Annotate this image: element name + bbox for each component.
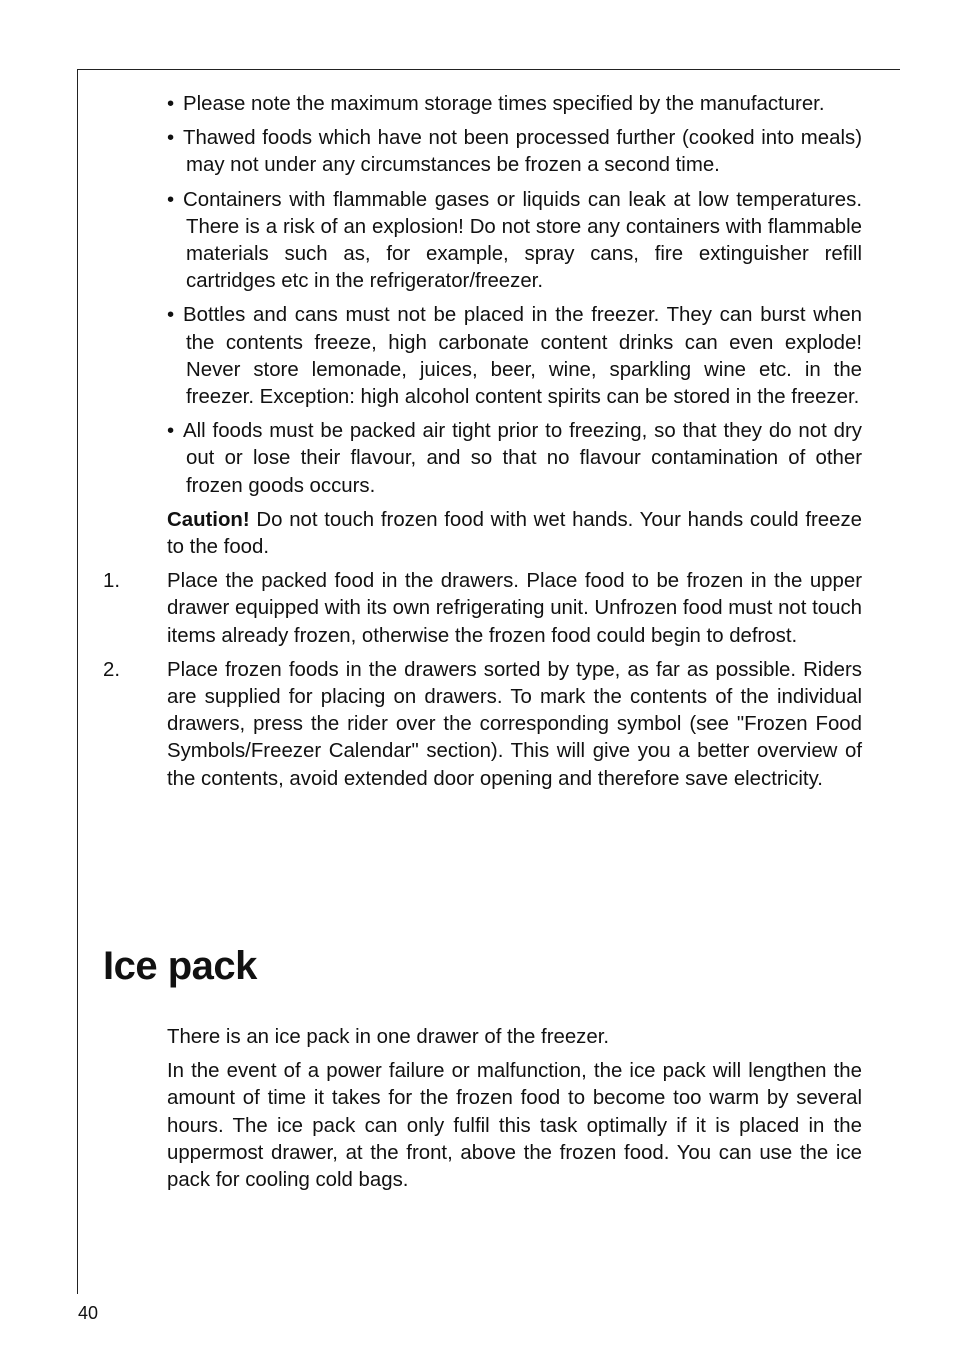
caution-text: Do not touch frozen food with wet hands. Your hands could freeze to the food.	[167, 508, 862, 559]
bullet-marker: •	[167, 304, 175, 327]
step-number: 2.	[103, 658, 121, 681]
step-item	[103, 568, 862, 650]
bullet-item	[167, 125, 862, 179]
caution-note	[167, 507, 862, 561]
freezing-instructions	[0, 91, 954, 800]
bullet-marker: •	[167, 127, 175, 150]
bullet-marker: •	[167, 93, 175, 115]
ice-pack-section	[0, 1024, 954, 1201]
caution-label: Caution!	[167, 508, 250, 531]
bullet-text: All foods must be packed air tight prior to freezing, so that they do not dry out or lose their flavour, and so that no flavour contamination of other frozen goods occurs.	[183, 420, 862, 497]
bullet-item	[167, 187, 862, 296]
paragraph: In the event of a power failure or malfunction, the ice pack will lengthen the amount of time it takes for the frozen food to become too warm by several hours. The ice pack can only fulfil this task optimally if it is placed in the uppermost drawer, at the front, above the frozen food. You can use the ice pack for cooling cold bags.	[167, 1060, 862, 1192]
page-frame-top-rule	[77, 69, 900, 70]
paragraph: There is an ice pack in one drawer of the freezer.	[167, 1026, 610, 1048]
bullet-marker: •	[167, 188, 175, 211]
bullet-marker: •	[167, 420, 175, 443]
step-text: Place frozen foods in the drawers sorted by type, as far as possible. Riders are supplied for placing on drawers. To mark the contents of the individual drawers, press the rider over the corresponding symbol (see "Frozen Food Symbols/Freezer Calendar" section). This will give you a better overview of the contents, avoid extended door opening and therefore save electricity.	[167, 658, 862, 790]
page-number: 40	[78, 1303, 99, 1323]
bullet-item	[167, 302, 862, 411]
bullet-text: Please note the maximum storage times specified by the manufacturer.	[183, 93, 825, 115]
step-item	[103, 657, 862, 793]
section-heading-ice-pack: Ice pack	[103, 944, 257, 988]
bullet-text: Bottles and cans must not be placed in the freezer. They can burst when the contents freeze, high carbonate content drinks can even explode! Never store lemonade, juices, beer, wine, sparkling wine etc. in the freezer. Exception: high alcohol content spirits can be stored in the freezer.	[183, 304, 862, 409]
bullet-item	[167, 418, 862, 500]
bullet-text: Containers with flammable gases or liquids can leak at low temperatures. There is a risk of an explosion! Do not store any containers with flammable materials such as, for example, spray cans, fire extinguisher refill cartridges etc in the refrigerator/freezer.	[183, 188, 862, 293]
step-number: 1.	[103, 570, 121, 593]
bullet-item	[167, 91, 862, 118]
bullet-text: Thawed foods which have not been processed further (cooked into meals) may not under any circumstances be frozen a second time.	[183, 127, 862, 177]
step-text: Place the packed food in the drawers. Place food to be frozen in the upper drawer equipped with its own refrigerating unit. Unfrozen food must not touch items already frozen, otherwise the frozen food could begin to defrost.	[167, 570, 862, 647]
